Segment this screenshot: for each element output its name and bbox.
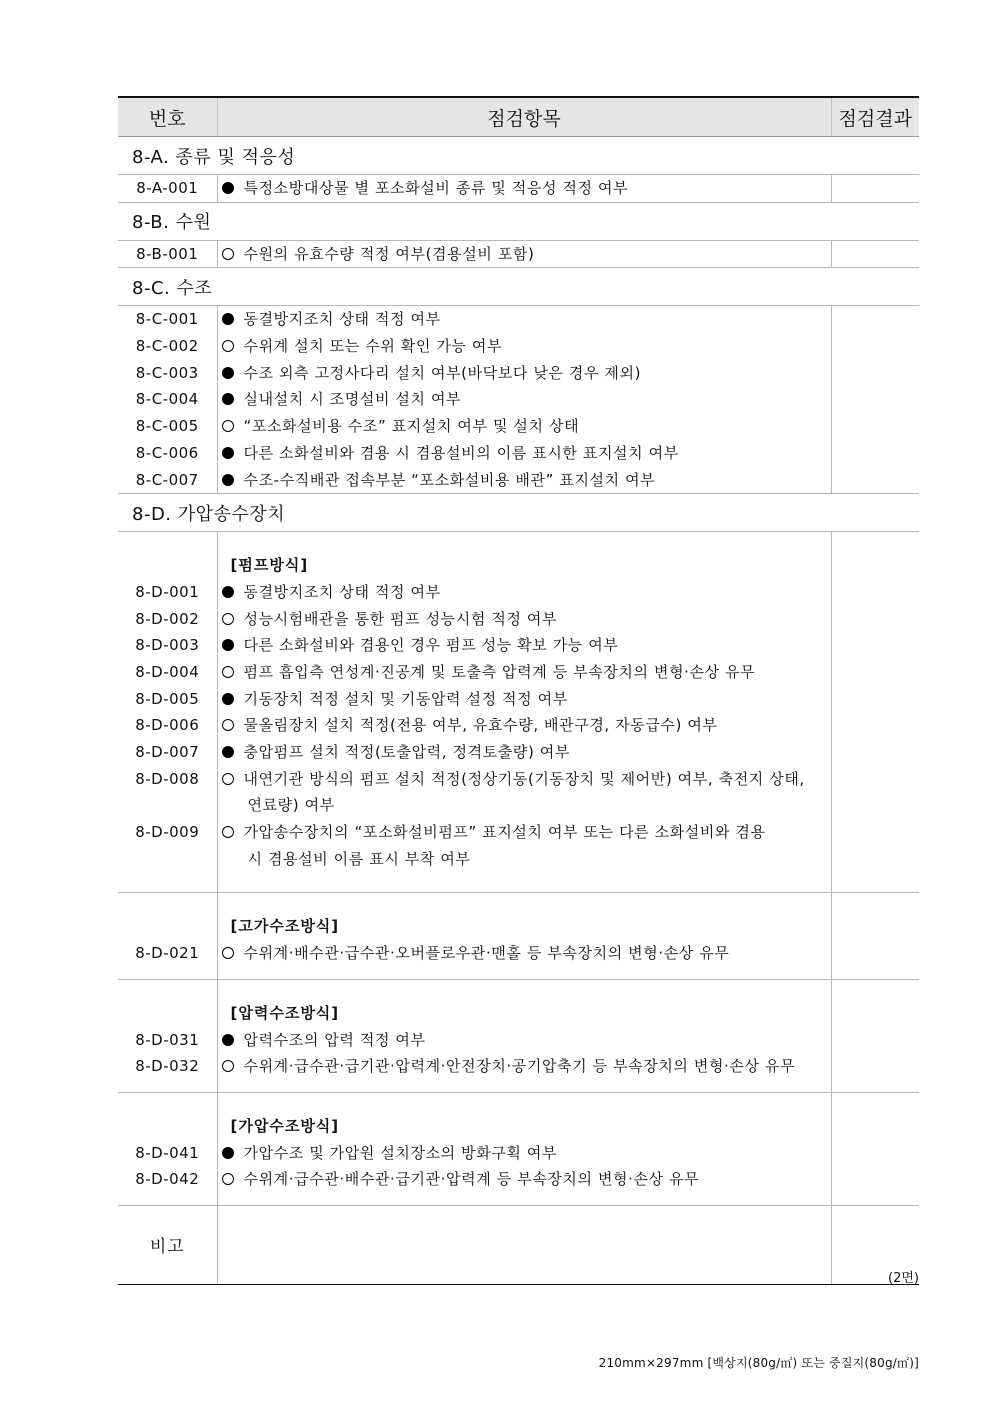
- item-code-cell: [118, 306, 217, 494]
- item-code-cell: [118, 532, 217, 893]
- checklist-item: [218, 766, 831, 793]
- item-code-cell: [118, 240, 217, 268]
- item-text: 수위계 설치 또는 수위 확인 가능 여부: [243, 337, 503, 356]
- checklist-item: [218, 579, 831, 606]
- result-cell[interactable]: [831, 306, 919, 494]
- spacer: [218, 532, 831, 552]
- spacer: [118, 792, 217, 819]
- checklist-group-row: [118, 1092, 919, 1205]
- section-title: 8-C. 수조: [118, 268, 919, 306]
- item-text: 수조-수직배관 접속부분 “포소화설비용 배관” 표지설치 여부: [243, 470, 656, 489]
- spacer: [118, 980, 217, 1000]
- hollow-circle-icon: [222, 613, 234, 625]
- remarks-label: 비고: [118, 1205, 217, 1284]
- item-code: 8-C-004: [135, 390, 199, 409]
- spacer: [118, 872, 217, 892]
- hollow-circle-icon: [222, 947, 234, 959]
- item-text: 실내설치 시 조명설비 설치 여부: [243, 390, 462, 409]
- filled-circle-icon: [222, 367, 234, 379]
- group-heading: [고가수조방식]: [230, 917, 340, 936]
- item-text: 시 겸용설비 이름 표시 부착 여부: [247, 849, 471, 868]
- checklist-item: [218, 606, 831, 633]
- result-cell[interactable]: [831, 1092, 919, 1205]
- item-code: 8-D-032: [135, 1057, 200, 1076]
- item-text: 다른 소화설비와 겸용인 경우 펌프 성능 확보 가능 여부: [243, 636, 619, 655]
- checklist-group-row: [118, 175, 919, 203]
- checklist-group-row: [118, 240, 919, 268]
- filled-circle-icon: [222, 746, 234, 758]
- checklist-item: [218, 1166, 831, 1193]
- item-code-cell: [118, 979, 217, 1092]
- filled-circle-icon: [222, 693, 234, 705]
- item-code: 8-C-001: [135, 310, 199, 329]
- spacer: [118, 1093, 217, 1113]
- spacer: [118, 967, 217, 979]
- checklist-item: [218, 306, 831, 333]
- hollow-circle-icon: [222, 1173, 234, 1185]
- item-text: 성능시험배관을 통한 펌프 성능시험 적정 여부: [243, 609, 558, 628]
- checklist-item: [218, 686, 831, 713]
- item-text: 내연기관 방식의 펌프 설치 적정(정상기동(기동장치 및 제어반) 여부, 축전지 상태,: [243, 769, 805, 788]
- item-text-cell: [217, 893, 831, 979]
- checklist-item: [218, 1027, 831, 1054]
- item-text-cell: [217, 175, 831, 203]
- item-text: 가압송수장치의 “포소화설비펌프” 표지설치 여부 또는 다른 소화설비와 겸용: [243, 823, 766, 842]
- item-text: 동결방지조치 상태 적정 여부: [243, 582, 441, 601]
- paper-spec: 210mm×297mm [백상지(80g/㎡) 또는 중질지(80g/㎡)]: [598, 1356, 919, 1370]
- hollow-circle-icon: [222, 826, 234, 838]
- checklist-item: [218, 241, 831, 268]
- section-title: 8-A. 종류 및 적응성: [118, 137, 919, 175]
- item-text: 동결방지조치 상태 적정 여부: [243, 310, 441, 329]
- table-body: [118, 137, 919, 1285]
- item-code: 8-D-008: [135, 769, 200, 788]
- spacer: [118, 552, 217, 579]
- item-code-cell: [118, 175, 217, 203]
- checklist-item: [218, 386, 831, 413]
- spacer: [118, 893, 217, 913]
- item-text: 압력수조의 압력 적정 여부: [243, 1030, 426, 1049]
- filled-circle-icon: [222, 393, 234, 405]
- item-code-cell: [118, 893, 217, 979]
- result-cell[interactable]: [831, 979, 919, 1092]
- item-text: “포소화설비용 수조” 표지설치 여부 및 설치 상태: [243, 417, 580, 436]
- item-code: 8-B-001: [136, 244, 199, 263]
- group-heading: [압력수조방식]: [230, 1003, 340, 1022]
- section-row: [118, 494, 919, 532]
- item-code: 8-D-009: [135, 823, 200, 842]
- item-code: 8-D-007: [135, 743, 200, 761]
- hollow-circle-icon: [222, 773, 234, 785]
- section-title: 8-B. 수원: [118, 202, 919, 240]
- page-number: (2면): [888, 1271, 919, 1286]
- item-code: 8-C-002: [135, 337, 199, 356]
- item-text: 연료량) 여부: [247, 796, 335, 815]
- hollow-circle-icon: [222, 340, 234, 352]
- spacer: [218, 980, 831, 1000]
- result-cell[interactable]: [831, 240, 919, 268]
- result-cell[interactable]: [831, 532, 919, 893]
- header-no: 번호: [118, 97, 217, 137]
- checklist-item: [218, 440, 831, 467]
- filled-circle-icon: [222, 1034, 234, 1046]
- item-code: 8-D-031: [135, 1030, 200, 1049]
- item-code: 8-D-002: [135, 609, 200, 628]
- section-row: [118, 202, 919, 240]
- filled-circle-icon: [222, 447, 234, 459]
- item-code: 8-D-041: [135, 1143, 200, 1162]
- group-heading: [가압수조방식]: [230, 1116, 340, 1135]
- item-text: 수위계·급수관·배수관·급기관·압력계 등 부속장치의 변형·손상 유무: [243, 1170, 700, 1189]
- header-result: 점검결과: [831, 97, 919, 137]
- spacer: [118, 1080, 217, 1092]
- item-code: 8-A-001: [136, 179, 199, 197]
- remarks-row: [118, 1205, 919, 1284]
- checklist-item: [218, 1053, 831, 1080]
- item-code: 8-D-021: [135, 944, 200, 963]
- section-row: [118, 268, 919, 306]
- checklist-item: [218, 632, 831, 659]
- hollow-circle-icon: [222, 420, 234, 432]
- item-code: 8-C-005: [135, 417, 199, 436]
- spacer: [218, 1093, 831, 1113]
- checklist-item: [218, 712, 831, 739]
- item-text: 수위계·급수관·급기관·압력계·안전장치·공기압축기 등 부속장치의 변형·손상 유무: [243, 1057, 796, 1076]
- item-text-cell: [217, 1092, 831, 1205]
- hollow-circle-icon: [222, 666, 234, 678]
- spacer: [118, 1113, 217, 1140]
- checklist-group-row: [118, 893, 919, 979]
- item-code: 8-D-003: [135, 636, 200, 655]
- checklist-item: [218, 333, 831, 360]
- item-code: 8-C-007: [135, 470, 199, 489]
- item-code: 8-D-042: [135, 1170, 200, 1189]
- filled-circle-icon: [222, 182, 234, 194]
- checklist-item: [218, 940, 831, 967]
- spacer: [118, 913, 217, 940]
- checklist-item: [218, 1140, 831, 1167]
- checklist-group-row: [118, 306, 919, 494]
- checklist-item: [218, 175, 831, 202]
- remarks-field[interactable]: [217, 1205, 831, 1284]
- spacer: [118, 532, 217, 552]
- item-text-cell: [217, 240, 831, 268]
- result-cell[interactable]: [831, 893, 919, 979]
- checklist-item: [218, 413, 831, 440]
- item-code: 8-C-006: [135, 443, 199, 462]
- checklist-item: [218, 659, 831, 686]
- hollow-circle-icon: [222, 719, 234, 731]
- filled-circle-icon: [222, 474, 234, 486]
- item-text: 다른 소화설비와 겸용 시 겸용설비의 이름 표시한 표지설치 여부: [243, 443, 679, 462]
- checklist-group-row: [118, 979, 919, 1092]
- item-text-cell: [217, 979, 831, 1092]
- checklist-item-continued: [218, 792, 831, 819]
- item-text: 가압수조 및 가압원 설치장소의 방화구획 여부: [243, 1143, 558, 1162]
- filled-circle-icon: [222, 313, 234, 325]
- item-code: 8-C-003: [135, 363, 199, 382]
- hollow-circle-icon: [222, 1060, 234, 1072]
- item-code: 8-D-006: [135, 716, 200, 735]
- filled-circle-icon: [222, 586, 234, 598]
- group-heading: [펌프방식]: [230, 556, 309, 575]
- item-text-cell: [217, 532, 831, 893]
- spacer: [118, 1000, 217, 1027]
- hollow-circle-icon: [222, 248, 234, 260]
- checklist-item: [218, 360, 831, 387]
- item-text: 펌프 흡입측 연성계·진공계 및 토출측 압력계 등 부속장치의 변형·손상 유무: [243, 662, 756, 681]
- checklist-item: [218, 819, 831, 846]
- item-text: 물올림장치 설치 적정(전용 여부, 유효수량, 배관구경, 자동급수) 여부: [243, 716, 718, 735]
- item-code: 8-D-001: [135, 582, 200, 601]
- item-text: 수원의 유효수량 적정 여부(겸용설비 포함): [243, 244, 535, 263]
- checklist-group-row: [118, 532, 919, 893]
- item-text: 기동장치 적정 설치 및 기동압력 설정 적정 여부: [243, 689, 568, 708]
- item-text: 충압펌프 설치 적정(토출압력, 정격토출량) 여부: [243, 743, 570, 761]
- spacer: [218, 1193, 831, 1205]
- header-item: 점검항목: [217, 97, 831, 137]
- inspection-checklist-table: [118, 96, 919, 1285]
- spacer: [218, 967, 831, 979]
- checklist-item: [218, 739, 831, 766]
- checklist-item: [218, 467, 831, 494]
- item-text-cell: [217, 306, 831, 494]
- checklist-item-continued: [218, 846, 831, 873]
- header-row: [118, 97, 919, 137]
- spacer: [118, 1193, 217, 1205]
- filled-circle-icon: [222, 639, 234, 651]
- spacer: [218, 872, 831, 892]
- item-text: 수조 외측 고정사다리 설치 여부(바닥보다 낮은 경우 제외): [243, 363, 642, 382]
- item-text: 특정소방대상물 별 포소화설비 종류 및 적응성 적정 여부: [243, 179, 629, 197]
- spacer: [218, 893, 831, 913]
- item-text: 수위계·배수관·급수관·오버플로우관·맨홀 등 부속장치의 변형·손상 유무: [243, 944, 730, 963]
- spacer: [218, 1080, 831, 1092]
- section-row: [118, 137, 919, 175]
- item-code: 8-D-004: [135, 662, 200, 681]
- spacer: [118, 846, 217, 873]
- item-code: 8-D-005: [135, 689, 200, 708]
- filled-circle-icon: [222, 1147, 234, 1159]
- section-title: 8-D. 가압송수장치: [118, 494, 919, 532]
- result-cell[interactable]: [831, 175, 919, 203]
- item-code-cell: [118, 1092, 217, 1205]
